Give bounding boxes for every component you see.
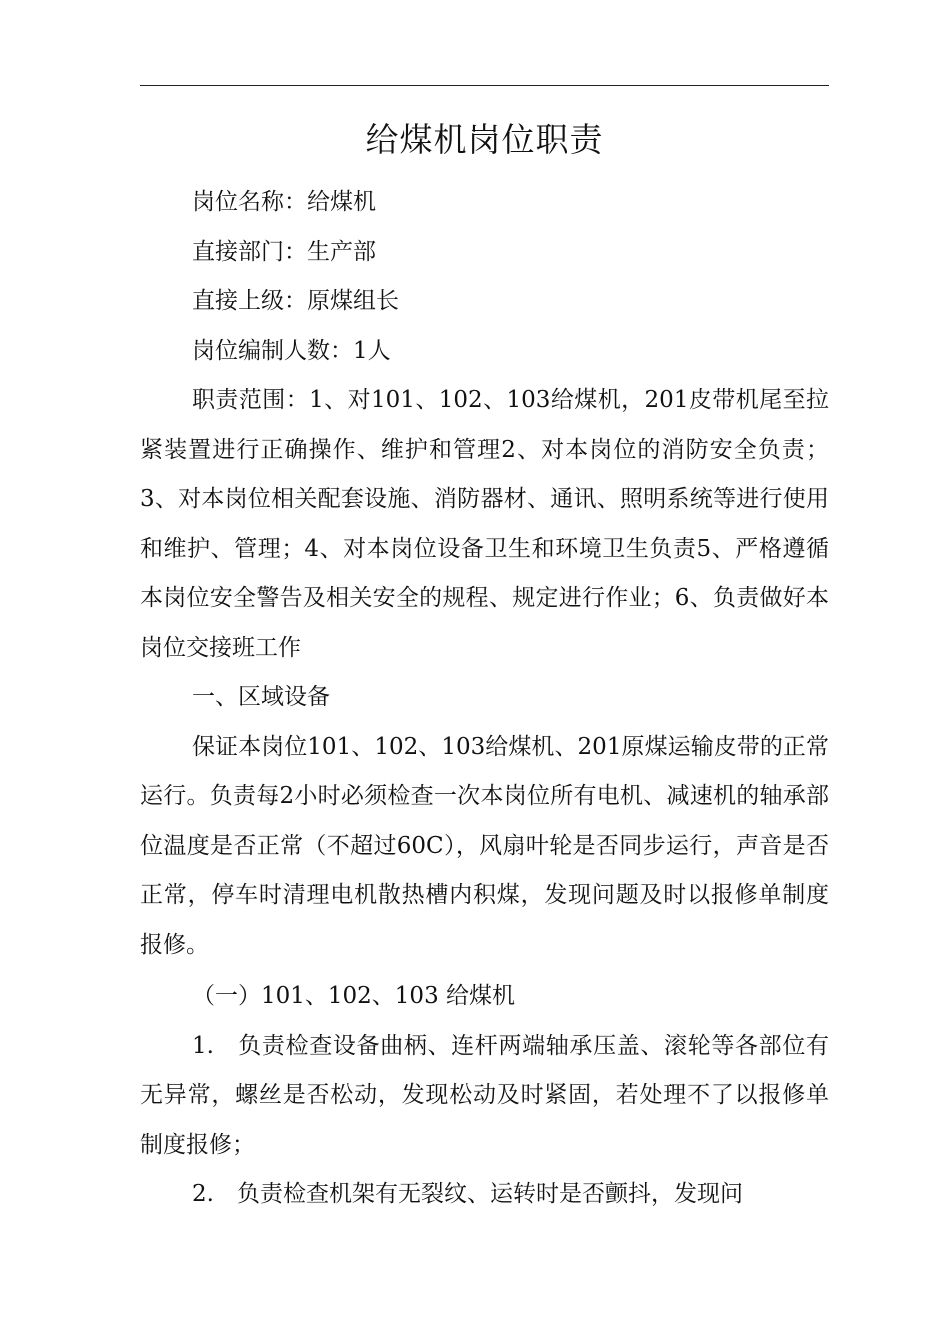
supervisor-line: 直接上级：原煤组长 <box>192 288 399 314</box>
headcount-line: 岗位编制人数：1人 <box>192 337 391 364</box>
document-title: 给煤机岗位职责 <box>365 120 604 159</box>
list-item: 1. 负责检查设备曲柄、连杆两端轴承压盖、滚轮等各部位有无异常，螺丝是否松动，发现松动及时紧固，若处理不了以报修单制度报修； <box>140 1032 829 1158</box>
responsibility-scope: 职责范围：1、对101、102、103给煤机，201皮带机尾至拉紧装置进行正确操作、维护和管理2、对本岗位的消防安全负责；3、对本岗位相关配套设施、消防器材、通讯、照明系统等进行使用和维护、管理；4、对本岗位设备卫生和环境卫生负责5、严格遵循本岗位安全警告及相关安全的规程、规定进行作业；6、负责做好本岗位交接班工作 <box>140 387 829 661</box>
department-line: 直接部门：生产部 <box>192 238 376 265</box>
subsection-heading: （一）101、102、103 给煤机 <box>192 983 516 1009</box>
section-heading: 一、区域设备 <box>192 684 330 710</box>
document-body <box>140 178 829 1220</box>
list-item: 2. 负责检查机架有无裂纹、运转时是否颤抖，发现问 <box>192 1181 743 1207</box>
header-rule <box>140 85 829 86</box>
section-paragraph: 保证本岗位101、102、103给煤机、201原煤运输皮带的正常运行。负责每2小时必须检查一次本岗位所有电机、减速机的轴承部位温度是否正常（不超过60C），风扇叶轮是否同步运行，声音是否正常，停车时清理电机散热槽内积煤，发现问题及时以报修单制度报修。 <box>140 733 829 958</box>
position-name-line: 岗位名称：给煤机 <box>192 189 376 215</box>
